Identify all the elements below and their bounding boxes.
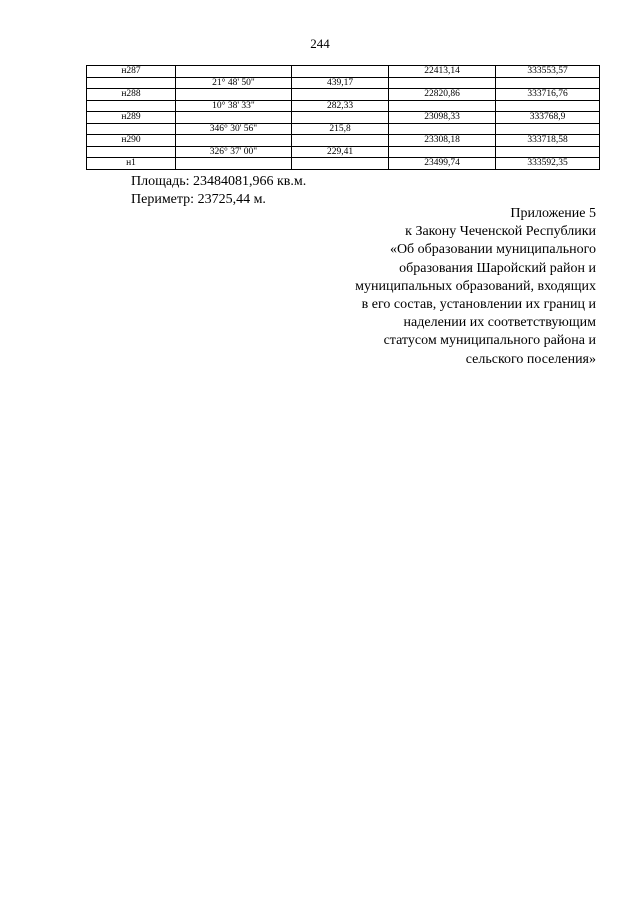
point-cell	[87, 77, 176, 89]
point-cell	[87, 100, 176, 112]
x-coordinate-cell: 22820,86	[389, 89, 496, 101]
point-cell	[87, 123, 176, 135]
angle-cell: 326° 37' 00"	[176, 146, 292, 158]
perimeter-text: Периметр: 23725,44 м.	[131, 192, 266, 207]
angle-cell	[176, 135, 292, 147]
appendix-line: муниципальных образований, входящих	[355, 278, 596, 294]
angle-cell: 346° 30' 56"	[176, 123, 292, 135]
y-coordinate-cell	[496, 77, 600, 89]
point-cell: н290	[87, 135, 176, 147]
appendix-line: статусом муниципального района и	[383, 333, 596, 349]
distance-cell	[292, 112, 389, 124]
area-text: Площадь: 23484081,966 кв.м.	[131, 174, 307, 189]
x-coordinate-cell: 23098,33	[389, 112, 496, 124]
angle-cell	[176, 89, 292, 101]
distance-cell: 439,17	[292, 77, 389, 89]
y-coordinate-cell: 333592,35	[496, 158, 600, 170]
angle-cell	[176, 66, 292, 78]
x-coordinate-cell	[389, 77, 496, 89]
table-row	[87, 158, 600, 170]
table-row	[87, 146, 600, 158]
angle-cell: 10° 38' 33"	[176, 100, 292, 112]
boundary-coordinates-table	[86, 65, 600, 170]
point-cell: н289	[87, 112, 176, 124]
table-row	[87, 77, 600, 89]
appendix-line: в его состав, установлении их границ и	[361, 297, 596, 313]
page-number: 244	[310, 36, 330, 51]
table-row	[87, 100, 600, 112]
point-cell: н288	[87, 89, 176, 101]
x-coordinate-cell	[389, 100, 496, 112]
angle-cell	[176, 158, 292, 170]
distance-cell: 282,33	[292, 100, 389, 112]
point-cell	[87, 146, 176, 158]
y-coordinate-cell: 333768,9	[496, 112, 600, 124]
x-coordinate-cell: 22413,14	[389, 66, 496, 78]
appendix-line: Приложение 5	[510, 206, 596, 221]
table-row	[87, 123, 600, 135]
appendix-line: наделении их соответствующим	[403, 315, 596, 331]
distance-cell	[292, 89, 389, 101]
angle-cell: 21° 48' 50"	[176, 77, 292, 89]
angle-cell	[176, 112, 292, 124]
table-row	[87, 89, 600, 101]
distance-cell	[292, 158, 389, 170]
appendix-line: образования Шаройский район и	[399, 260, 596, 276]
x-coordinate-cell	[389, 123, 496, 135]
point-cell: н287	[87, 66, 176, 78]
x-coordinate-cell: 23499,74	[389, 158, 496, 170]
table-row	[87, 135, 600, 147]
y-coordinate-cell	[496, 100, 600, 112]
distance-cell: 215,8	[292, 123, 389, 135]
x-coordinate-cell: 23308,18	[389, 135, 496, 147]
y-coordinate-cell: 333553,57	[496, 66, 600, 78]
y-coordinate-cell: 333718,58	[496, 135, 600, 147]
y-coordinate-cell: 333716,76	[496, 89, 600, 101]
table-row	[87, 112, 600, 124]
table-row	[87, 66, 600, 78]
point-cell: н1	[87, 158, 176, 170]
x-coordinate-cell	[389, 146, 496, 158]
appendix-heading	[296, 205, 596, 369]
appendix-line: к Закону Чеченской Республики	[405, 224, 596, 240]
y-coordinate-cell	[496, 123, 600, 135]
appendix-line: сельского поселения»	[465, 351, 596, 367]
distance-cell	[292, 135, 389, 147]
y-coordinate-cell	[496, 146, 600, 158]
appendix-line: «Об образовании муниципального	[389, 242, 596, 258]
distance-cell	[292, 66, 389, 78]
distance-cell: 229,41	[292, 146, 389, 158]
